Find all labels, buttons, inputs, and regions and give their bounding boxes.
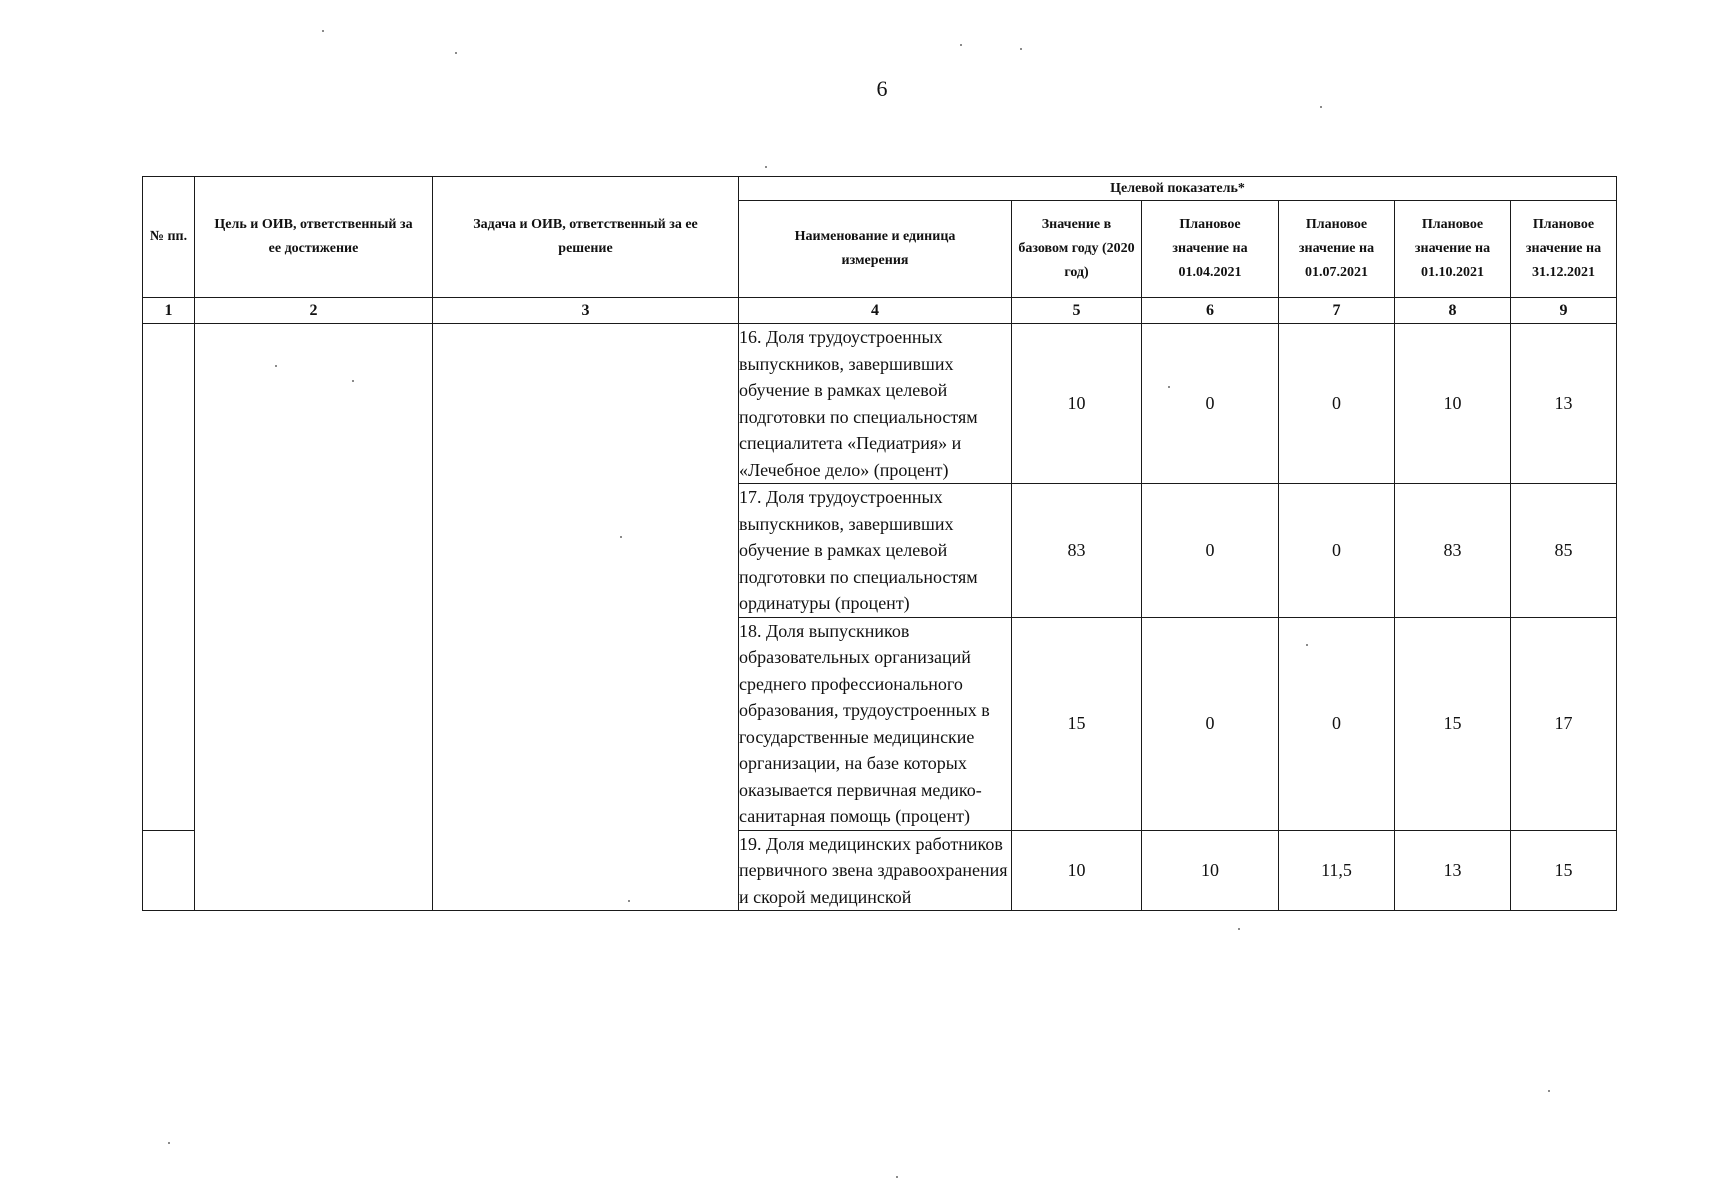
- plan-q1-cell: 10: [1142, 830, 1279, 911]
- plan-q4-cell: 15: [1511, 830, 1617, 911]
- plan-q1-cell: 0: [1142, 617, 1279, 830]
- indicator-name-cell: 17. Доля трудоустроенных выпускников, завершивших обучение в рамках целевой подготовки по специальностям ординатуры (процент): [739, 484, 1012, 618]
- column-number: 9: [1511, 298, 1617, 324]
- num-cell: [143, 324, 195, 831]
- plan-q1-cell: 0: [1142, 324, 1279, 484]
- header-task: Задача и ОИВ, ответственный за ее решение: [433, 177, 739, 298]
- base-value-cell: 15: [1012, 617, 1142, 830]
- indicator-name-cell: 18. Доля выпускников образовательных организаций среднего профессионального образования, трудоустроенных в государственные медицинские организации, на базе которых оказывается первичная медико-санитарная помощь (процент): [739, 617, 1012, 830]
- scan-speck: [628, 900, 630, 902]
- base-value-cell: 10: [1012, 324, 1142, 484]
- header-plan-q1: Плановое значение на 01.04.2021: [1142, 201, 1279, 298]
- table-row: [143, 324, 1617, 484]
- scan-speck: [1306, 644, 1308, 646]
- column-number: 8: [1395, 298, 1511, 324]
- column-number: 1: [143, 298, 195, 324]
- plan-q2-cell: 0: [1279, 484, 1395, 618]
- column-number: 2: [195, 298, 433, 324]
- column-number: 5: [1012, 298, 1142, 324]
- plan-q3-cell: 10: [1395, 324, 1511, 484]
- indicator-name-cell: 19. Доля медицинских работников первичного звена здравоохранения и скорой медицинской: [739, 830, 1012, 911]
- header-goal: Цель и ОИВ, ответственный за ее достижение: [195, 177, 433, 298]
- base-value-cell: 83: [1012, 484, 1142, 618]
- scan-speck: [765, 166, 767, 168]
- scan-speck: [896, 1176, 898, 1178]
- header-num: № пп.: [143, 177, 195, 298]
- plan-q4-cell: 17: [1511, 617, 1617, 830]
- scan-speck: [275, 365, 277, 367]
- plan-q3-cell: 13: [1395, 830, 1511, 911]
- column-number: 3: [433, 298, 739, 324]
- scan-speck: [960, 44, 962, 46]
- plan-q3-cell: 83: [1395, 484, 1511, 618]
- header-plan-q2: Плановое значение на 01.07.2021: [1279, 201, 1395, 298]
- plan-q2-cell: 0: [1279, 617, 1395, 830]
- column-number: 7: [1279, 298, 1395, 324]
- scan-speck: [322, 30, 324, 32]
- header-base-value: Значение в базовом году (2020 год): [1012, 201, 1142, 298]
- column-number: 6: [1142, 298, 1279, 324]
- page-number: 6: [876, 76, 888, 101]
- scan-speck: [1168, 386, 1170, 388]
- num-cell: [143, 830, 195, 911]
- target-indicators-table: [142, 176, 1617, 911]
- header-plan-q4: Плановое значение на 31.12.2021: [1511, 201, 1617, 298]
- goal-cell: [195, 324, 433, 911]
- indicator-name-cell: 16. Доля трудоустроенных выпускников, завершивших обучение в рамках целевой подготовки по специальностям специалитета «Педиатрия» и «Лечебное дело» (процент): [739, 324, 1012, 484]
- plan-q1-cell: 0: [1142, 484, 1279, 618]
- scan-speck: [620, 536, 622, 538]
- scan-speck: [168, 1142, 170, 1144]
- plan-q2-cell: 11,5: [1279, 830, 1395, 911]
- scan-speck: [1020, 48, 1022, 50]
- plan-q3-cell: 15: [1395, 617, 1511, 830]
- column-numbers-row: [143, 298, 1617, 324]
- header-target-indicator: Целевой показатель*: [739, 177, 1617, 201]
- scan-speck: [352, 380, 354, 382]
- scan-speck: [455, 52, 457, 54]
- header-indicator-name: Наименование и единица измерения: [739, 201, 1012, 298]
- scan-speck: [1320, 106, 1322, 108]
- scan-speck: [1548, 1090, 1550, 1092]
- task-cell: [433, 324, 739, 911]
- plan-q4-cell: 85: [1511, 484, 1617, 618]
- header-plan-q3: Плановое значение на 01.10.2021: [1395, 201, 1511, 298]
- base-value-cell: 10: [1012, 830, 1142, 911]
- column-number: 4: [739, 298, 1012, 324]
- plan-q4-cell: 13: [1511, 324, 1617, 484]
- plan-q2-cell: 0: [1279, 324, 1395, 484]
- scan-speck: [1238, 928, 1240, 930]
